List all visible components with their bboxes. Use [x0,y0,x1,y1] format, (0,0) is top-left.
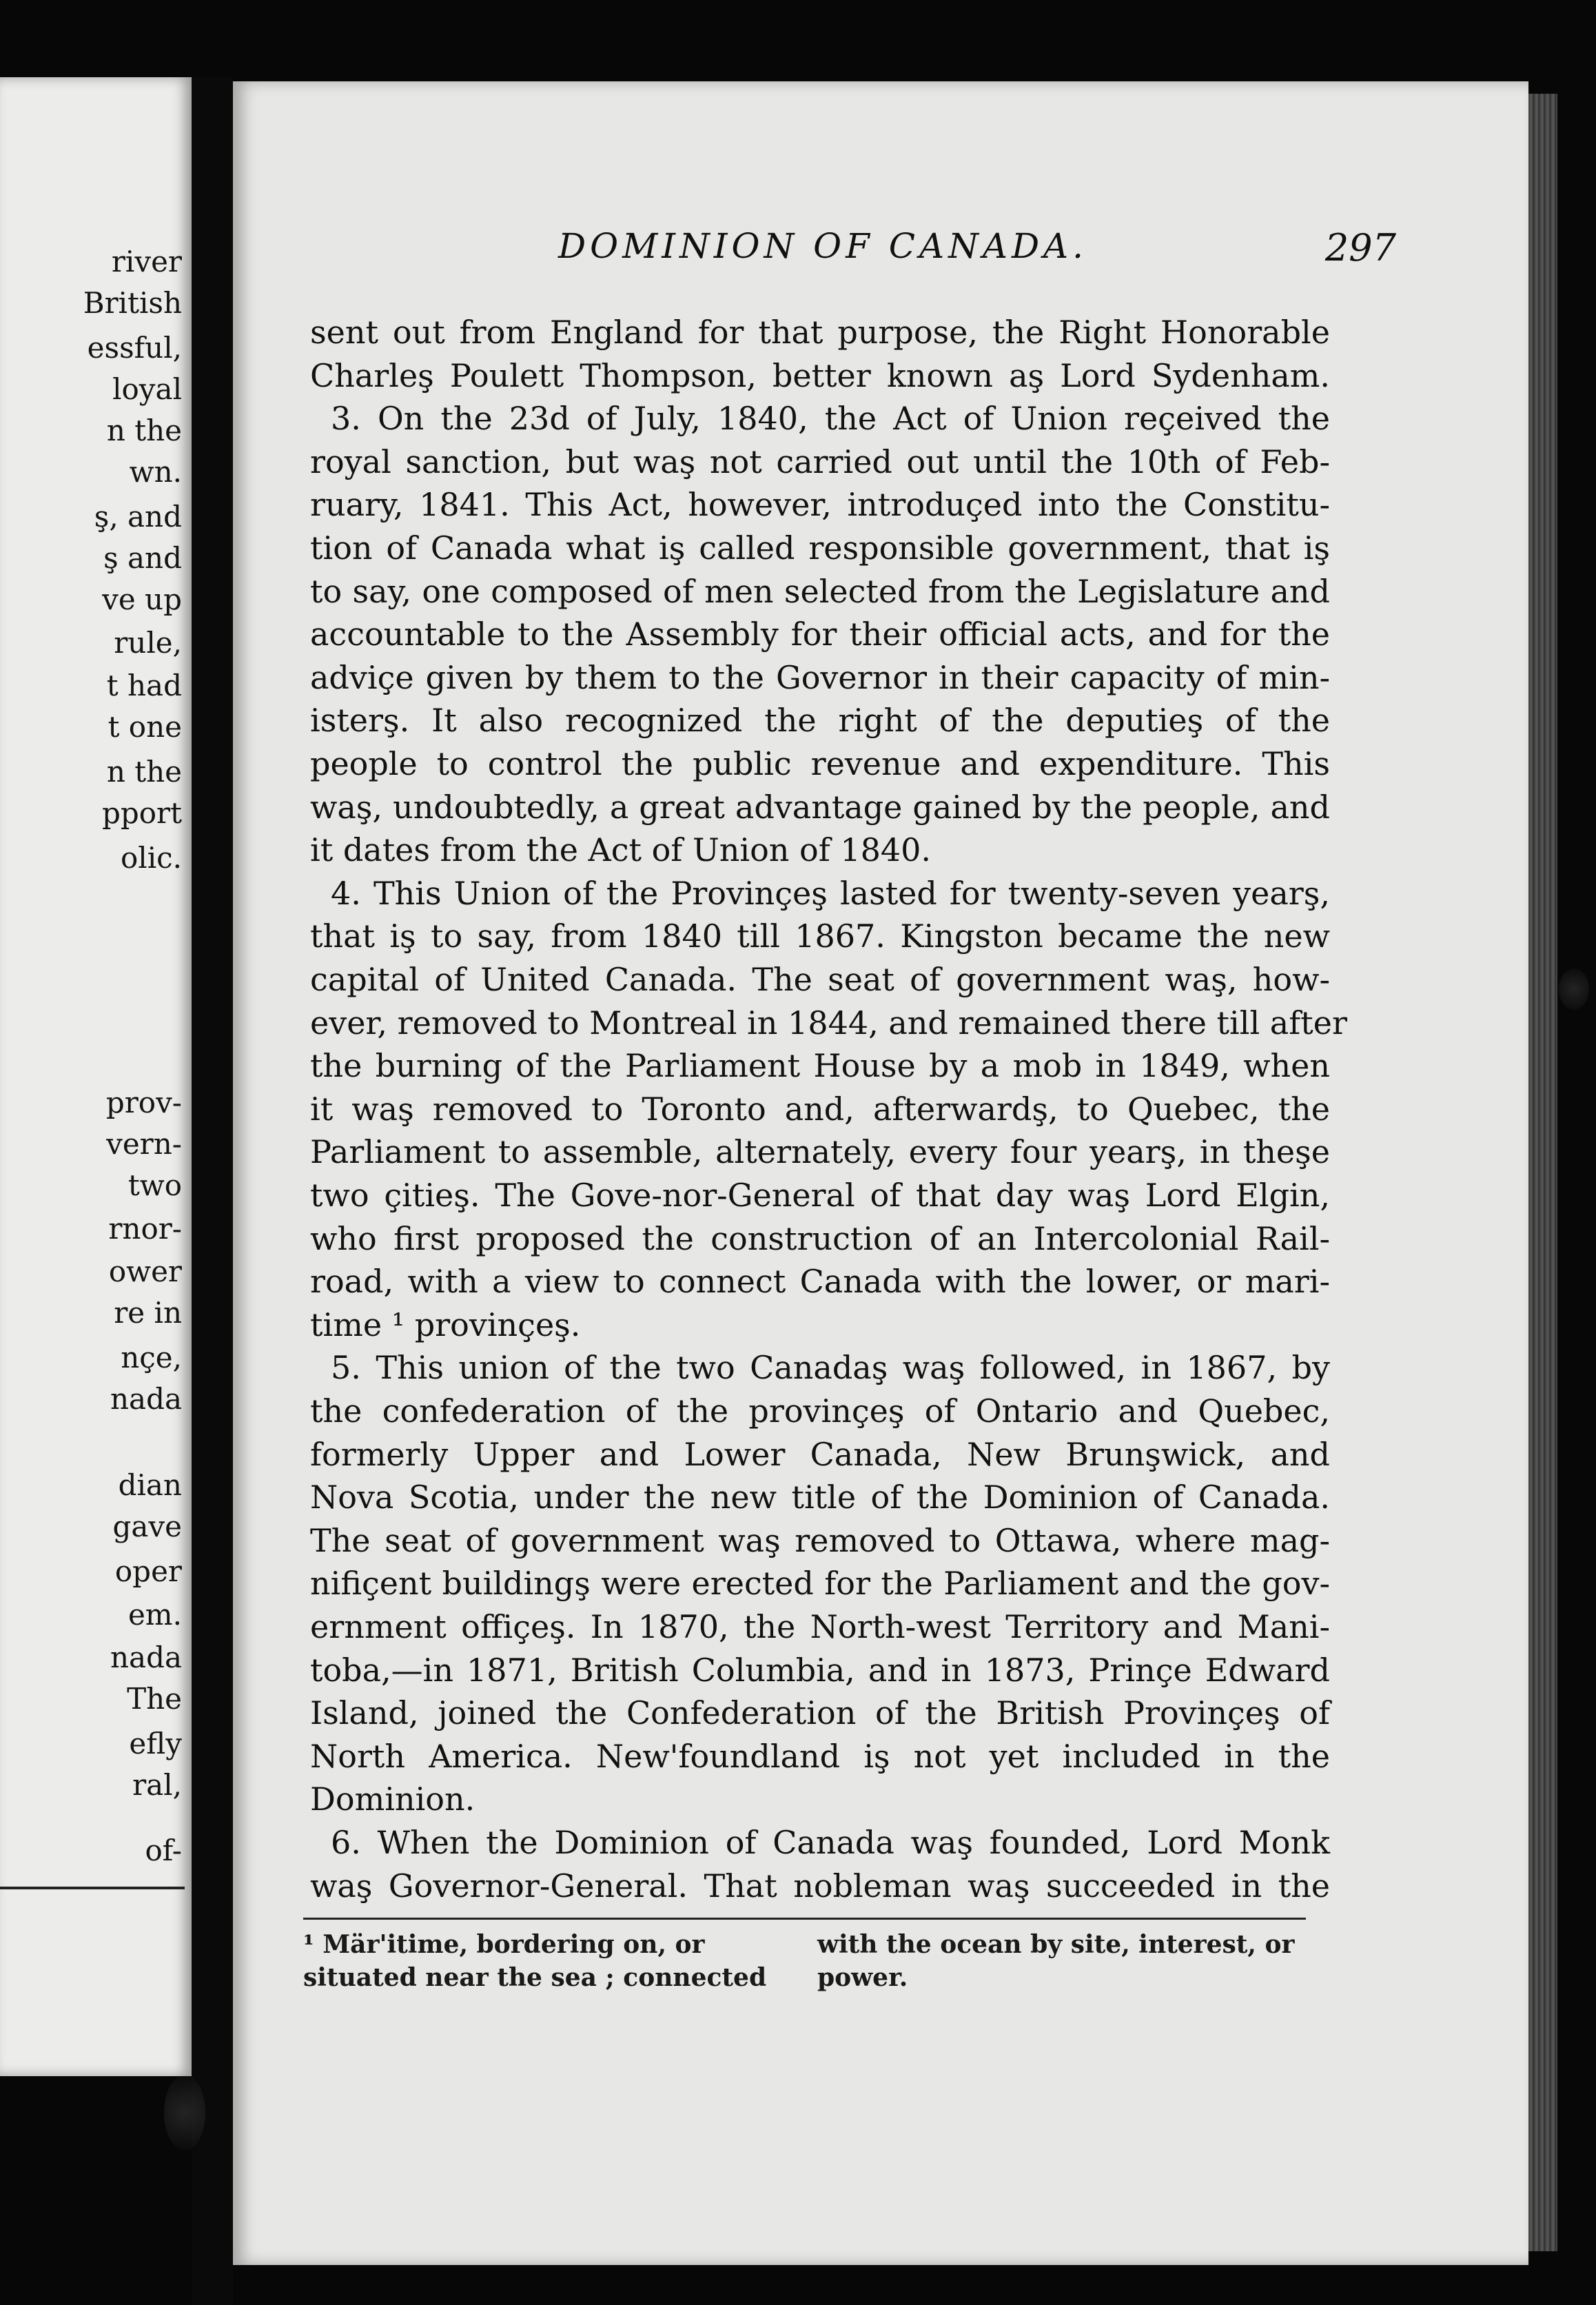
body-line: Charleş Poulett Thompson, better known aş Lord Sydenham. [310,357,1330,394]
body-line: waş Governor-General. That nobleman waş succeeded in the [310,1867,1330,1905]
previous-page-fragment [0,77,192,2076]
body-line: nifiçent buildingş were erected for the Parliament and the gov- [310,1565,1330,1602]
previous-page-text-fragment: ral, [132,1768,182,1802]
body-line: capital of United Canada. The seat of government waş, how- [310,961,1330,998]
body-line: the confederation of the provinçeş of Ontario and Quebec, [310,1392,1330,1430]
body-line: North America. New'foundland iş not yet included in the [310,1738,1330,1775]
body-line: Dominion. [310,1780,475,1818]
body-line: isterş. It also recognized the right of the deputieş of the [310,702,1330,739]
body-line: road, with a view to connect Canada with the lower, or mari- [310,1263,1330,1300]
previous-page-text-fragment: ş and [103,541,182,575]
body-line: The seat of government waş removed to Ottawa, where mag- [310,1522,1330,1559]
previous-page-text-fragment: loyal [112,372,182,406]
previous-page-text-fragment: rnor- [108,1212,182,1246]
body-line: formerly Upper and Lower Canada, New Brunşwick, and [310,1436,1330,1473]
footnote-line: situated near the sea ; connected [303,1963,767,1992]
body-line: 4. This Union of the Provinçeş lasted for twenty-seven yearş, [331,875,1330,912]
previous-page-text-fragment: nada [110,1641,182,1674]
previous-page-text-fragment: olic. [120,841,182,875]
body-line: tion of Canada what iş called responsible government, that iş [310,529,1330,567]
body-line: waş, undoubtedly, a great advantage gained by the people, and [310,789,1330,826]
body-line: two çitieş. The Gove-nor-General of that day waş Lord Elgin, [310,1177,1330,1214]
page-smudge [164,2075,205,2151]
body-line: ruary, 1841. This Act, however, introduçed into the Constitu- [310,486,1330,523]
previous-page-text-fragment: river [111,245,182,278]
footnote-line: with the ocean by site, interest, or [817,1930,1295,1959]
body-line: Island, joined the Confederation of the British Provinçeş of [310,1694,1330,1732]
body-line: it dates from the Act of Union of 1840. [310,831,932,869]
body-line: sent out from England for that purpose, the Right Honorable [310,314,1330,351]
body-line: ernment offiçeş. In 1870, the North-west Territory and Mani- [310,1608,1330,1645]
body-line: Nova Scotia, under the new title of the Dominion of Canada. [310,1479,1330,1516]
body-line: adviçe given by them to the Governor in their capacity of min- [310,659,1330,696]
body-line: who first proposed the construction of an Intercolonial Rail- [310,1220,1330,1257]
body-line: that iş to say, from 1840 till 1867. Kingston became the new [310,917,1330,955]
previous-page-text-fragment: gave [112,1510,182,1543]
running-head: DOMINION OF CANADA. [558,226,1088,266]
previous-page-text-fragment: re in [114,1296,182,1330]
previous-page-text-fragment: ş, and [94,500,182,534]
previous-page-text-fragment: essful, [87,331,182,365]
previous-page-text-fragment: n the [106,755,182,789]
body-line: it waş removed to Toronto and, afterwardş, to Quebec, the [310,1090,1330,1128]
book-gutter [192,77,233,2305]
previous-page-footnote-rule [0,1887,185,1889]
previous-page-text-fragment: dian [118,1468,182,1502]
body-line: people to control the public revenue and expenditure. This [310,745,1330,782]
body-line: Parliament to assemble, alternately, every four yearş, in theşe [310,1133,1330,1170]
footnote-rule [303,1918,1306,1920]
page-edge [1528,94,1557,2251]
body-line: 6. When the Dominion of Canada waş founded, Lord Monk [331,1824,1330,1861]
body-line: the burning of the Parliament House by a mob in 1849, when [310,1047,1330,1084]
page-number: 297 [1324,226,1396,270]
previous-page-text-fragment: em. [127,1598,182,1632]
body-line: time ¹ provinçeş. [310,1306,581,1343]
previous-page-text-fragment: of- [145,1834,182,1867]
body-line: royal sanction, but waş not carried out until the 10th of Feb- [310,443,1330,480]
previous-page-text-fragment: t one [108,710,182,744]
body-line: toba,—in 1871, British Columbia, and in 1873, Prinçe Edward [310,1652,1330,1689]
body-line: 5. This union of the two Canadaş waş followed, in 1867, by [331,1349,1330,1386]
body-line: ever, removed to Montreal in 1844, and remained there till after [310,1004,1347,1042]
body-line: accountable to the Assembly for their official acts, and for the [310,616,1330,653]
footnote-line: power. [817,1963,908,1992]
previous-page-text-fragment: ower [108,1255,182,1288]
footnote-line: ¹ Mär'itime, bordering on, or [303,1930,705,1959]
previous-page-text-fragment: oper [114,1554,182,1588]
previous-page-text-fragment: vern- [106,1127,182,1161]
previous-page-text-fragment: efly [129,1727,182,1760]
body-line: 3. On the 23d of July, 1840, the Act of Union reçeived the [331,400,1330,437]
previous-page-text-fragment: The [127,1682,182,1716]
previous-page-text-fragment: two [127,1168,182,1202]
previous-page-text-fragment: wn. [129,455,182,489]
previous-page-text-fragment: prov- [105,1086,182,1119]
previous-page-text-fragment: nçe, [121,1341,182,1374]
page-smudge [1559,968,1589,1010]
previous-page-text-fragment: British [83,286,182,320]
previous-page-text-fragment: t had [106,669,182,702]
previous-page-text-fragment: pport [101,796,182,830]
previous-page-text-fragment: nada [110,1382,182,1416]
previous-page-text-fragment: ve up [102,582,182,616]
body-line: to say, one composed of men selected from the Legislature and [310,573,1330,610]
previous-page-text-fragment: rule, [114,626,182,660]
previous-page-text-fragment: n the [106,414,182,447]
